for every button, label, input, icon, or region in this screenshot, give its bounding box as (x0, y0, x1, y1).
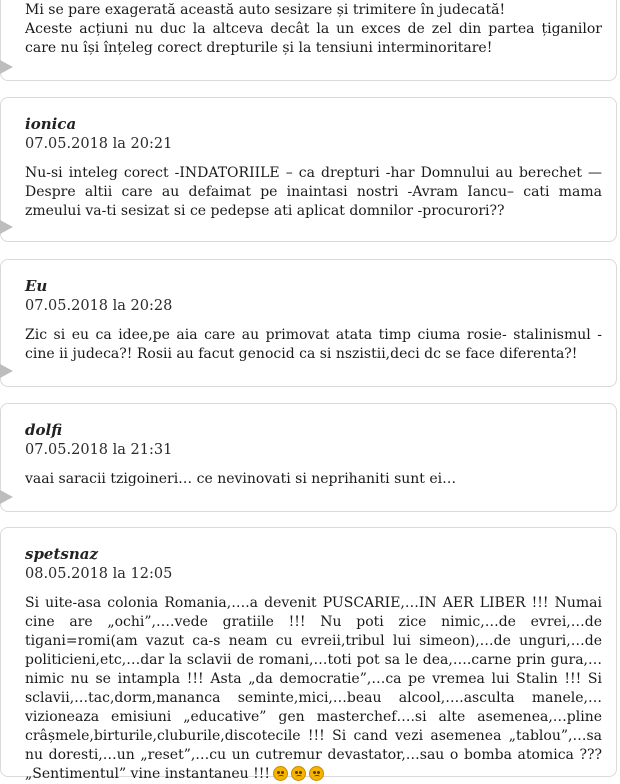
comment-date[interactable]: 07.05.2018 la 21:31 (25, 442, 173, 458)
comment-line: Nu-si inteleg corect -INDATORIILE – ca drepturi -har Domnului au berechet — Despre altii care au defaimat pe inaintasi nostri -Avram Iancu– cati mama zmeului va-ti sesizat si ce pedepse ati aplicat domnilor -procurori?? (25, 165, 602, 219)
comment-text (25, 470, 602, 489)
comment-line: vaai saracii tzigoineri… ce nevinovati si neprihaniti sunt ei… (25, 471, 457, 487)
angry-face-icon (273, 766, 288, 781)
comment-date[interactable]: 08.05.2018 la 12:05 (25, 566, 173, 582)
comment-text (25, 594, 602, 784)
comment-author[interactable]: spetsnaz (25, 545, 98, 563)
angry-face-icon (291, 766, 306, 781)
comment-text (25, 326, 602, 364)
comment-line: Mi se pare exagerată această auto sesizare și trimitere în judecată! (25, 2, 506, 18)
comment-text (25, 1, 602, 58)
reply-arrow-icon[interactable] (0, 220, 13, 234)
comment-author[interactable]: dolfi (25, 421, 63, 439)
reply-arrow-icon[interactable] (0, 364, 13, 378)
angry-face-icon (309, 766, 324, 781)
comment-card (0, 0, 617, 81)
comment-date[interactable]: 07.05.2018 la 20:21 (25, 136, 173, 152)
comment-author[interactable]: ionica (25, 115, 77, 133)
reply-arrow-icon[interactable] (0, 60, 13, 74)
comment-line-text: Si uite-asa colonia Romania,….a devenit PUSCARIE,…IN AER LIBER !!! Numai cine are „ochi”,….vede gratiile !!! Nu poti zice nimic,…de evrei,…de tigani=romi(am vazut ca-s neam cu evreii,tribul lui simeon),…de unguri,…de politicieni,etc,…dar la sclavii de romani,…toti pot sa le dea,….carne prin gura,…nimic nu se intampla !!! Asta „da democratie”,…ca pe vremea lui Stalin !!! Si sclavii,…tac,dorm,mananca seminte,mici,…beau alcool,….asculta manele,…vizioneaza emisiuni „educative” gen masterchef….si alte asemenea,…pline crâșmele,birturile,cluburile,discotecile !!! Si cand vezi asemenea „tablou”,…sa nu doresti,…un „reset”,…cu un cutremur devastator,…sau o bomba atomica ??? „Sentimentul” vine instantaneu !!! (25, 595, 602, 782)
comment-card (0, 403, 617, 512)
comment-line (25, 594, 602, 784)
comment-date[interactable]: 07.05.2018 la 20:28 (25, 298, 173, 314)
comment-line: Aceste acțiuni nu duc la altceva decât la un exces de zel din partea țiganilor care nu își înțeleg corect drepturile și la tensiuni interminoritare! (25, 21, 602, 56)
reply-arrow-icon[interactable] (0, 490, 13, 504)
comment-card (0, 259, 617, 387)
comment-card (0, 527, 617, 782)
comment-line: Zic si eu ca idee,pe aia care au primovat atata timp ciuma rosie- stalinismul -cine ii judeca?! Rosii au facut genocid ca si nszistii,deci dc se face diferenta?! (25, 327, 602, 362)
comment-card (0, 97, 617, 242)
comment-text (25, 164, 602, 221)
comment-author[interactable]: Eu (25, 277, 48, 295)
